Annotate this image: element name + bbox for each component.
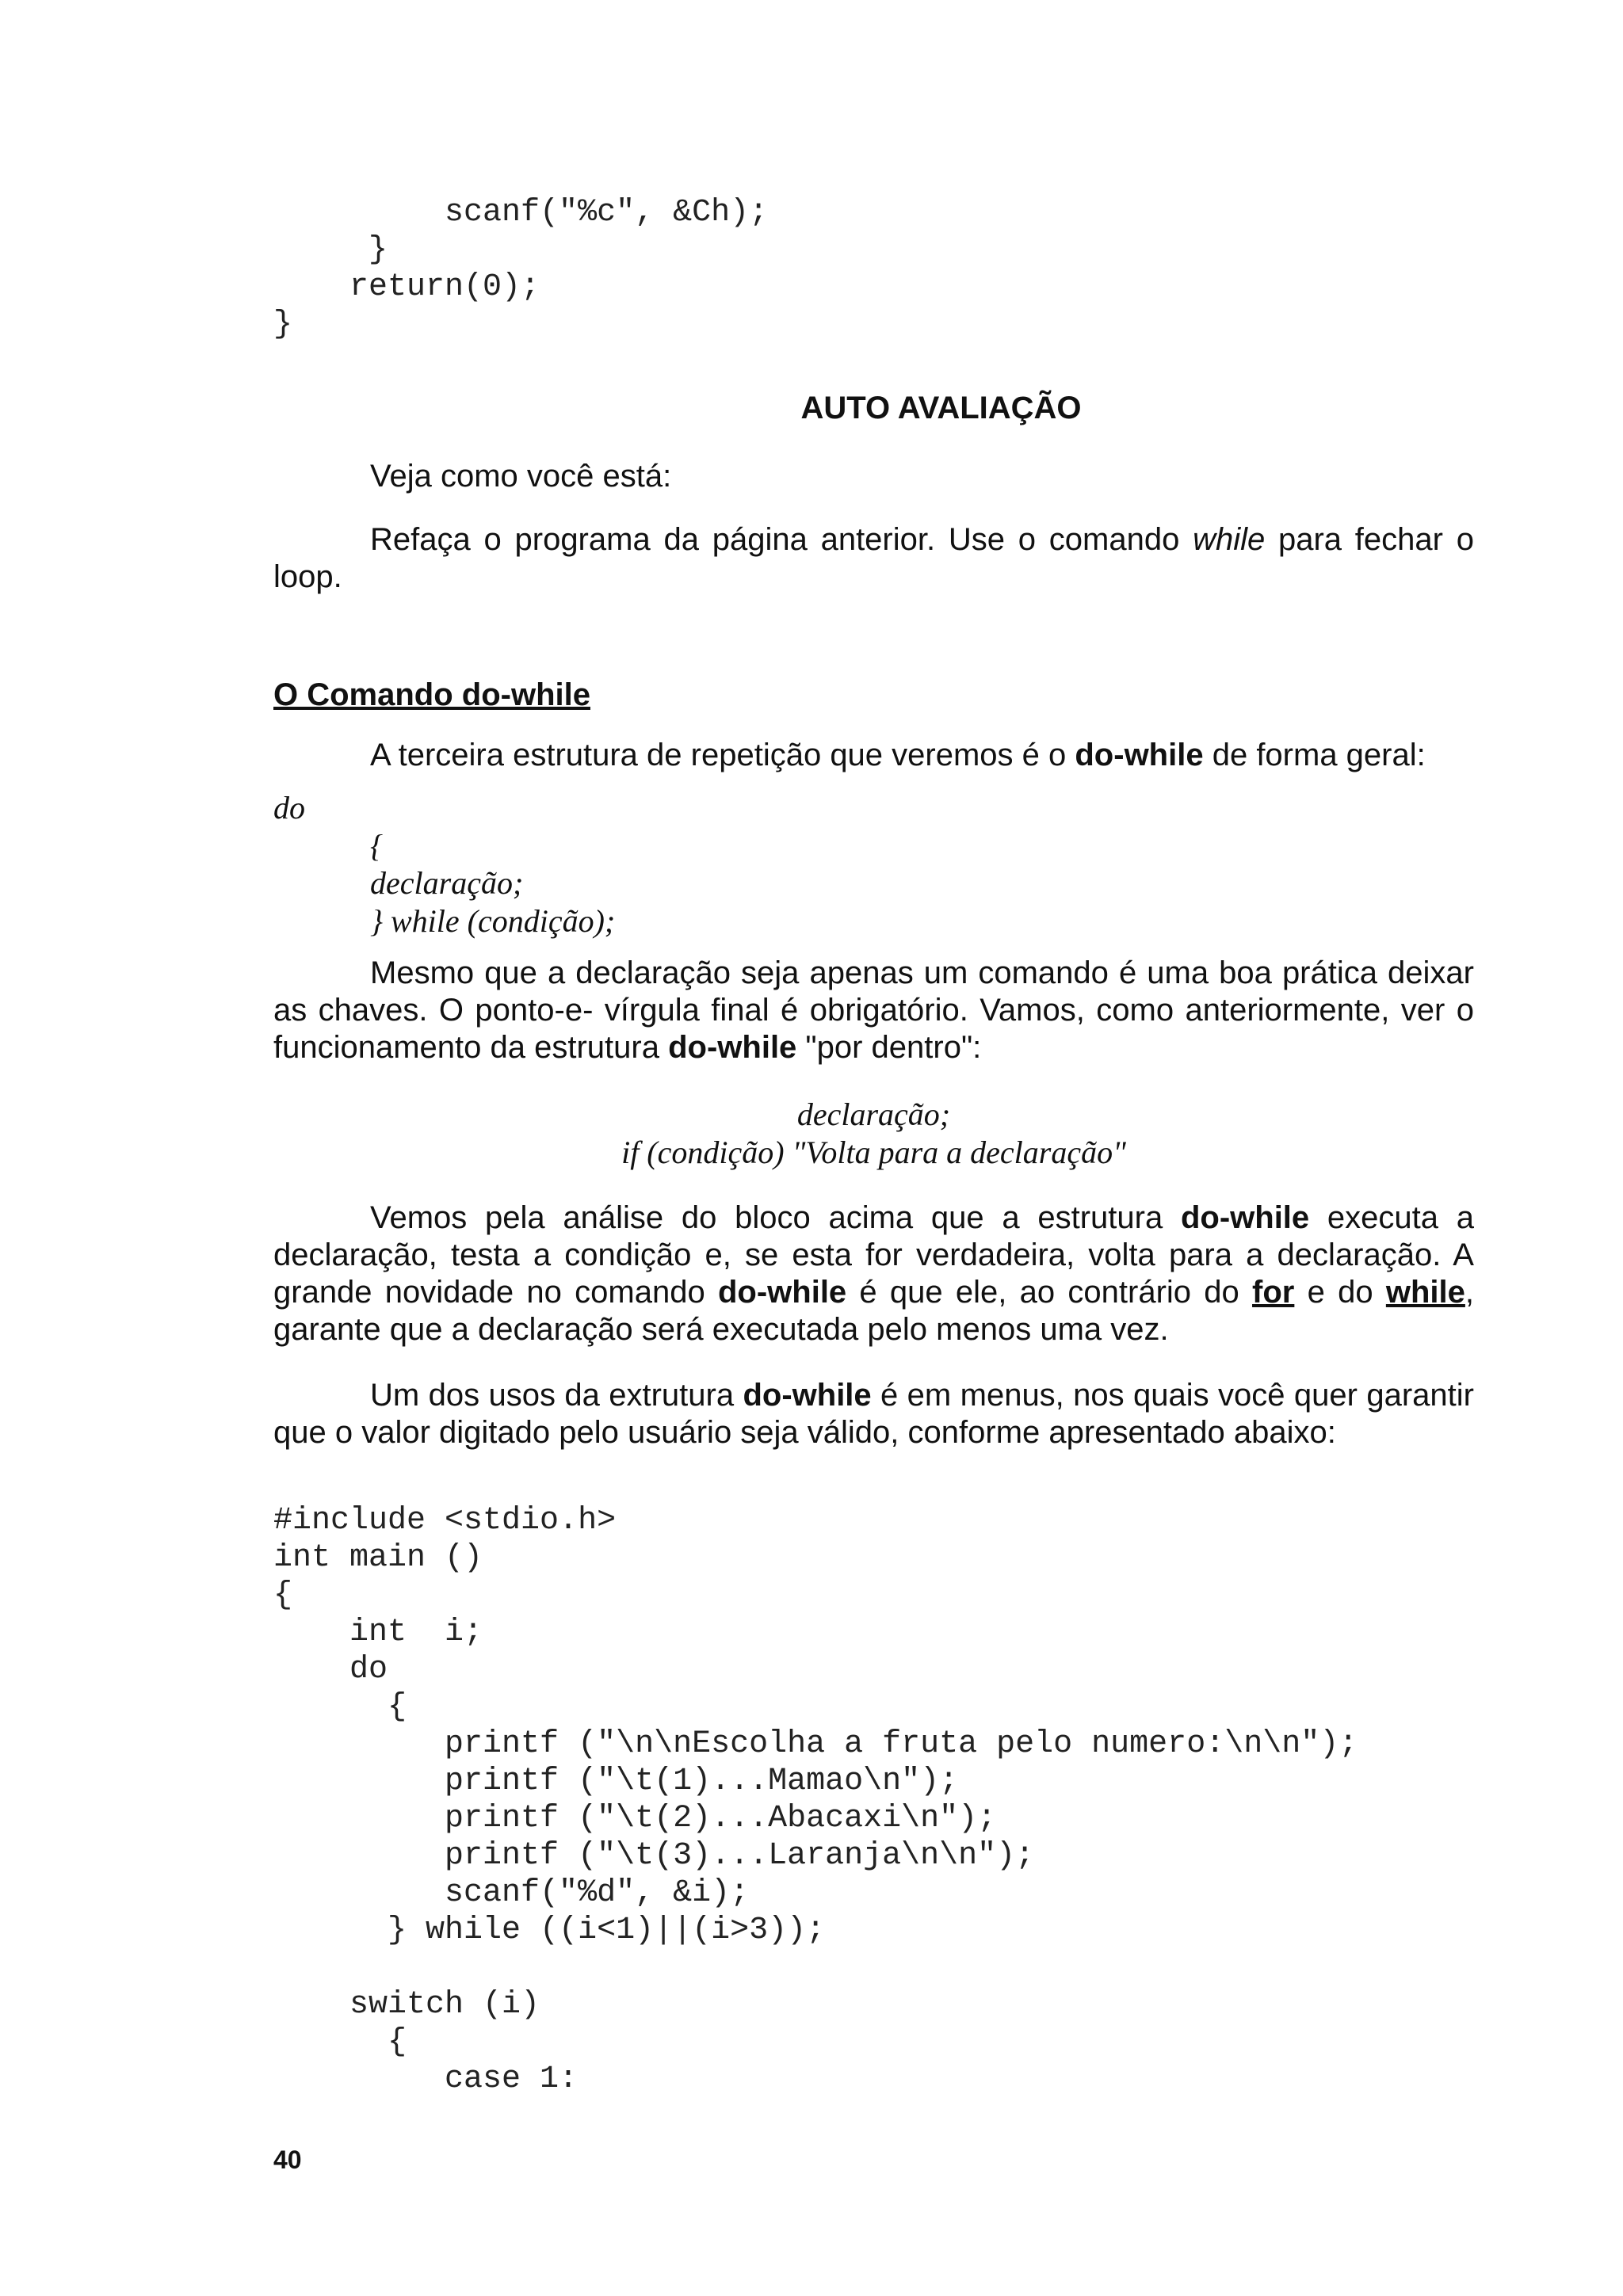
self-eval-intro: Veja como você está: [370, 459, 672, 494]
code-fragment-top [273, 194, 768, 343]
page-number: 40 [273, 2145, 302, 2174]
syntax-declaration: declaração; [370, 865, 524, 901]
inside-declaration: declaração; [796, 1097, 951, 1132]
keyword-while: while [1193, 522, 1266, 557]
code-line: printf ("\t(1)...Mamao\n"); [273, 1764, 959, 1799]
inside-condition: if (condição) "Volta para a declaração" [621, 1135, 1126, 1170]
code-line: { [273, 1577, 293, 1613]
code-line: return(0); [273, 269, 540, 305]
code-line: { [273, 2024, 407, 2060]
code-line: } while ((i<1)||(i>3)); [273, 1913, 826, 1948]
code-line: int i; [273, 1615, 483, 1650]
keyword-for: for [1252, 1275, 1295, 1310]
keyword-while: while [1385, 1275, 1465, 1310]
code-line: do [273, 1652, 388, 1688]
code-line: { [273, 1689, 407, 1725]
code-line: printf ("\n\nEscolha a fruta pelo numero:\n\n"); [273, 1726, 1358, 1762]
self-eval-title: AUTO AVALIAÇÃO [800, 391, 1082, 425]
code-listing [273, 1502, 1358, 2098]
section-paragraph-4: Um dos usos da extrutura do-while é em menus, nos quais você quer garantir que o valor digitado pelo usuário seja válido, conforme apresentado abaixo: [273, 1378, 1474, 1450]
section-paragraph-3: Vemos pela análise do bloco acima que a estrutura do-while executa a declaração, testa a condição e, se esta for verdadeira, volta para a declaração. A grande novidade no comando do-while é que ele, ao contrário do for e do while, garante que a declaração será executada pelo menos uma vez. [273, 1200, 1475, 1347]
code-line: printf ("\t(2)...Abacaxi\n"); [273, 1801, 997, 1836]
code-line: scanf("%c", &Ch); [273, 195, 769, 231]
section-paragraph-2: Mesmo que a declaração seja apenas um comando é uma boa prática deixar as chaves. O ponto-e- vírgula final é obrigatório. Vamos, como anteriormente, ver o funcionamento da estrutura do-while "por dentro": [273, 955, 1474, 1065]
syntax-do: do [273, 790, 305, 826]
section-paragraph-1: A terceira estrutura de repetição que veremos é o do-while de forma geral: [370, 738, 1426, 772]
section-heading: O Comando do-while [273, 677, 590, 712]
code-line: case 1: [273, 2061, 579, 2097]
code-line: scanf("%d", &i); [273, 1875, 750, 1911]
code-line: int main () [273, 1540, 483, 1576]
syntax-while: } while (condição); [370, 903, 616, 939]
code-line: } [273, 232, 388, 268]
self-eval-task: Refaça o programa da página anterior. Use o comando while para fechar o loop. [273, 522, 1474, 594]
code-line: switch (i) [273, 1987, 540, 2023]
code-line: #include <stdio.h> [273, 1503, 617, 1539]
syntax-open-brace: { [370, 828, 383, 864]
code-line: } [273, 307, 293, 342]
code-line: printf ("\t(3)...Laranja\n\n"); [273, 1838, 1035, 1874]
